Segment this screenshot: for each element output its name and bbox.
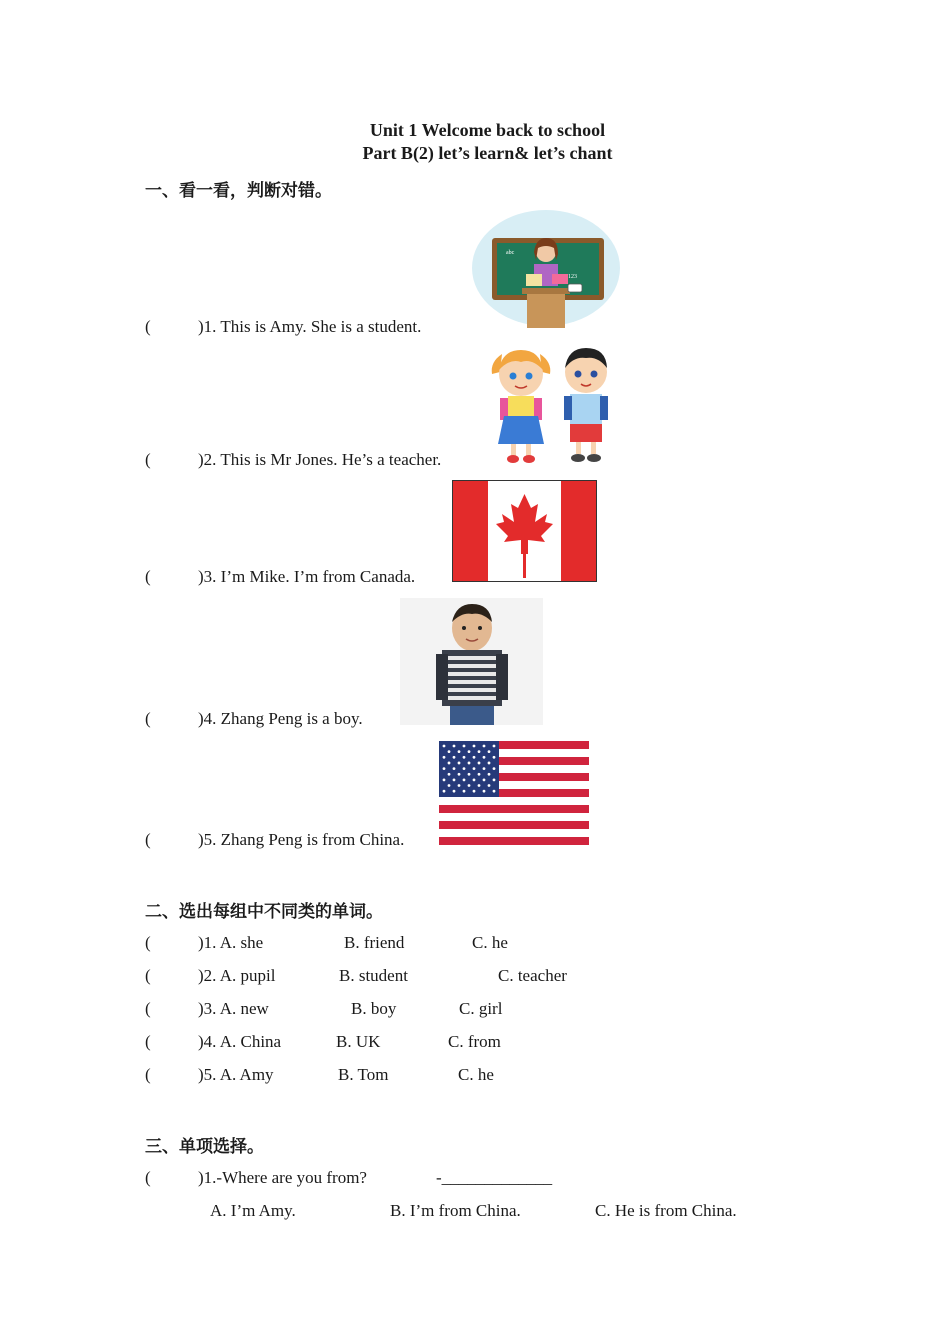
s2-q2-paren: ( [145,966,151,985]
s1-q5-paren: ( [145,830,151,849]
s1-q1-text: )1. This is Amy. She is a student. [198,317,422,336]
s2-q5-a: )5. A. Amy [198,1065,274,1084]
s2-q4-b: B. UK [336,1032,381,1051]
s2-q3-a: )3. A. new [198,999,269,1018]
s2-q2-a: )2. A. pupil [198,966,276,985]
s3-q1-question: )1.-Where are you from? [198,1168,367,1187]
s1-q1-paren: ( [145,317,151,336]
svg-text:abc: abc [506,250,515,256]
s1-q4-paren: ( [145,709,151,728]
s1-q2-text: )2. This is Mr Jones. He’s a teacher. [198,450,442,469]
canada-flag [452,480,597,582]
s3-q1-option-a: A. I’m Amy. [210,1201,296,1220]
svg-text:123: 123 [568,274,577,280]
s1-q3-text: )3. I’m Mike. I’m from Canada. [198,567,416,586]
section3-heading: 三、单项选择。 [145,1137,264,1157]
teacher-image [470,208,622,332]
s2-q2-b: B. student [339,966,408,985]
s3-q1-answer-blank: -_____________ [436,1168,553,1187]
s2-q5-b: B. Tom [338,1065,389,1084]
s2-q1-paren: ( [145,933,151,952]
s2-q4-a: )4. A. China [198,1032,282,1051]
section2-heading: 二、选出每组中不同类的单词。 [145,902,383,922]
s2-q3-paren: ( [145,999,151,1018]
s2-q4-paren: ( [145,1032,151,1051]
s2-q5-paren: ( [145,1065,151,1084]
s1-q3-paren: ( [145,567,151,586]
s3-q1-paren: ( [145,1168,151,1187]
s3-q1-option-c: C. He is from China. [595,1201,737,1220]
children-image [482,344,622,466]
s1-q5-text: )5. Zhang Peng is from China. [198,830,405,849]
page-title: Unit 1 Welcome back to school [369,120,606,140]
s2-q1-c: C. he [472,933,508,952]
s3-q1-option-b: B. I’m from China. [390,1201,521,1220]
s2-q3-c: C. girl [459,999,503,1018]
page-subtitle: Part B(2) let’s learn& let’s chant [362,143,613,163]
s1-q4-text: )4. Zhang Peng is a boy. [198,709,363,728]
s2-q1-b: B. friend [344,933,405,952]
boy-photo [400,598,543,725]
s2-q3-b: B. boy [351,999,397,1018]
s2-q2-c: C. teacher [498,966,567,985]
s1-q2-paren: ( [145,450,151,469]
s2-q5-c: C. he [458,1065,494,1084]
s2-q1-a: )1. A. she [198,933,264,952]
usa-flag [439,741,589,845]
section1-heading: 一、看一看，判断对错。 [145,181,332,201]
s2-q4-c: C. from [448,1032,501,1051]
